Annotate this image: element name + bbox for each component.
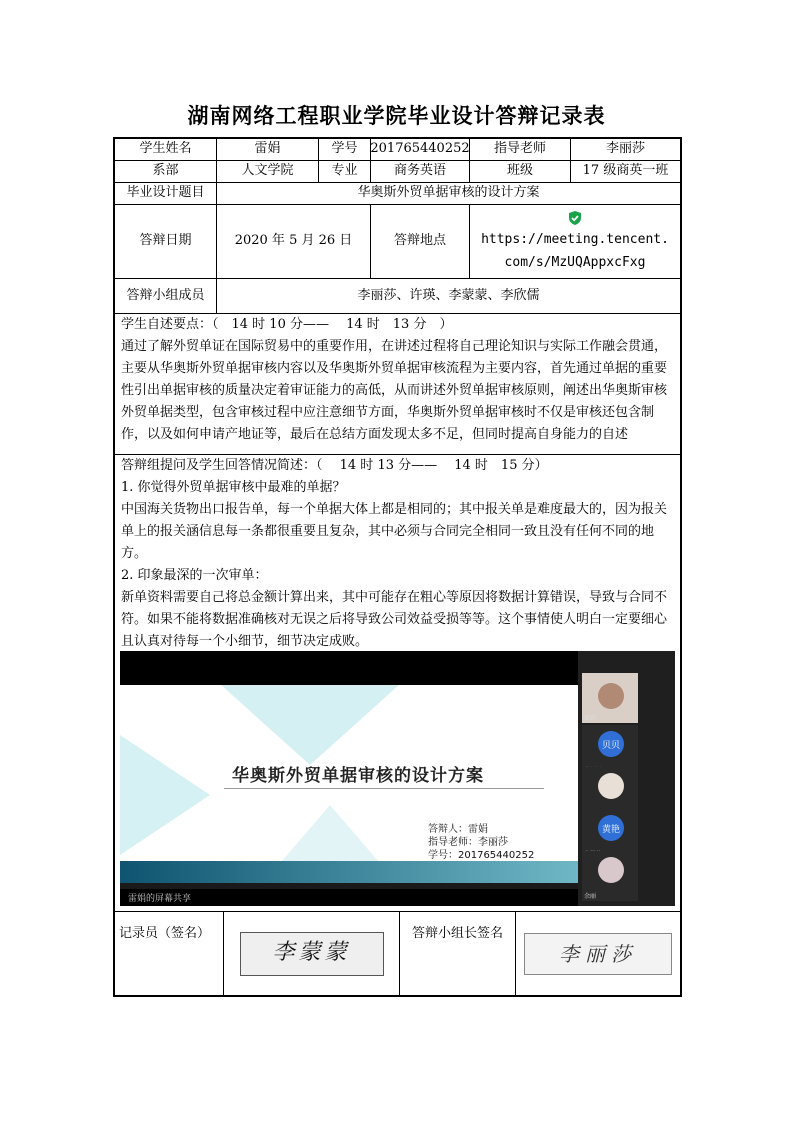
class: 17 级商英一班 [571,161,680,183]
participant-video-icon [598,683,624,709]
leader-signature [524,933,672,975]
place-label: 答辩地点 [371,205,470,279]
slide-respondent: 答辩人：雷娟 [428,824,488,835]
dept: 人文学院 [217,161,319,183]
slide-divider [224,788,544,789]
student-id-label: 学号 [319,139,371,161]
student-id: 201765440252 [371,139,470,161]
self-statement-body: 通过了解外贸单证在国际贸易中的重要作用，在讲述过程将自己理论知识与实际工作融会贯通，主要从华奥斯外贸单据审核内容以及华奥斯外贸单据审核流程为主要内容，首先通过单据的重要性引出单据审核的质量决定着审证能力的高低，从而讲述外贸单据审核原则，阐述出华奥斯审核外贸单据类型，包含审核过程中应注意细节方面，华奥斯外贸单据审核时不仅是审核还包含制作，以及如何申请产地证等，最后在总结方面发现太多不足，但同时提高自身能力的自述 [121,339,668,442]
participant-photo-icon [598,773,624,799]
recorder-label: 记录员（签名） [115,912,224,995]
verified-shield-icon [567,210,583,226]
place-url-line2[interactable]: com/s/MzUQAppxcFxg [504,254,646,270]
self-statement-header: 学生自述要点：（ 14 时 10 分—— 14 时 13 分 ） [121,317,453,332]
answer-1: 中国海关货物出口报告单，每一个单据大体上都是相同的；其中报关单是难度最大的，因为报关单上的报关涵信息每一条都很重要且复杂，其中必须与合同完全相同一致且没有任何不同的地方。 [121,502,668,561]
participant-tile[interactable]: 余丽 [582,851,638,901]
meeting-screenshot [120,651,675,906]
recorder-signature [240,932,384,976]
self-statement-section [115,314,680,455]
leader-signature-text: 李丽莎 [559,941,637,966]
page-title: 湖南网络工程职业学院毕业设计答辩记录表 [187,104,606,128]
answer-2: 新单资料需要自己将总金额计算出来，其中可能存在粗心等原因将数据计算错误，导致与合同不符。如果不能将数据准确核对无误之后将导致公司效益受损等等。这个事情使人明白一定要细心且认真对待每一个小细节，细节决定成败。 [121,590,668,649]
recorder-signature-cell [224,912,400,995]
topic-label: 毕业设计题目 [115,183,217,205]
question-2: 2. 印象最深的一次审单： [121,568,268,583]
dept-label: 系部 [115,161,217,183]
participant-sidebar [578,651,675,906]
leader-signature-cell [516,912,680,995]
topic: 华奥斯外贸单据审核的设计方案 [217,183,680,205]
shared-slide [120,685,578,883]
qa-header: 答辩组提问及学生回答情况简述：（ 14 时 13 分—— 14 时 15 分） [121,458,548,473]
major: 商务英语 [371,161,470,183]
participant-photo-icon [598,857,624,883]
leader-label: 答辩小组长签名 [400,912,516,995]
members: 李丽莎、许瑛、李蒙蒙、李欣儒 [217,279,680,314]
major-label: 专业 [319,161,371,183]
question-1: 1. 你觉得外贸单据审核中最难的单据？ [121,480,346,495]
advisor-label: 指导老师 [470,139,571,161]
place-url-line1[interactable]: https://meeting.tencent. [481,231,669,247]
slide-footer-band [120,861,578,883]
participant-avatar: 黄艳 [598,815,624,841]
participant-avatar: 贝贝 [598,731,624,757]
student-name-label: 学生姓名 [115,139,217,161]
meeting-topbar [120,651,578,685]
slide-student-id: 学号：201765440252 [428,850,535,861]
slide-advisor: 指导老师：李丽莎 [428,837,508,848]
class-label: 班级 [470,161,571,183]
participant-tile[interactable]: 雷娟 [582,673,638,723]
student-name: 雷娟 [217,139,319,161]
place-cell [470,205,680,279]
recorder-signature-text: 李蒙蒙 [272,940,351,966]
advisor: 李丽莎 [571,139,680,161]
date: 2020 年 5 月 26 日 [217,205,371,279]
share-label: 雷娟的屏幕共享 [128,894,192,904]
share-bar [120,889,578,906]
record-form [113,137,682,997]
members-label: 答辩小组成员 [115,279,217,314]
date-label: 答辩日期 [115,205,217,279]
slide-title: 华奥斯外贸单据审核的设计方案 [232,766,484,786]
